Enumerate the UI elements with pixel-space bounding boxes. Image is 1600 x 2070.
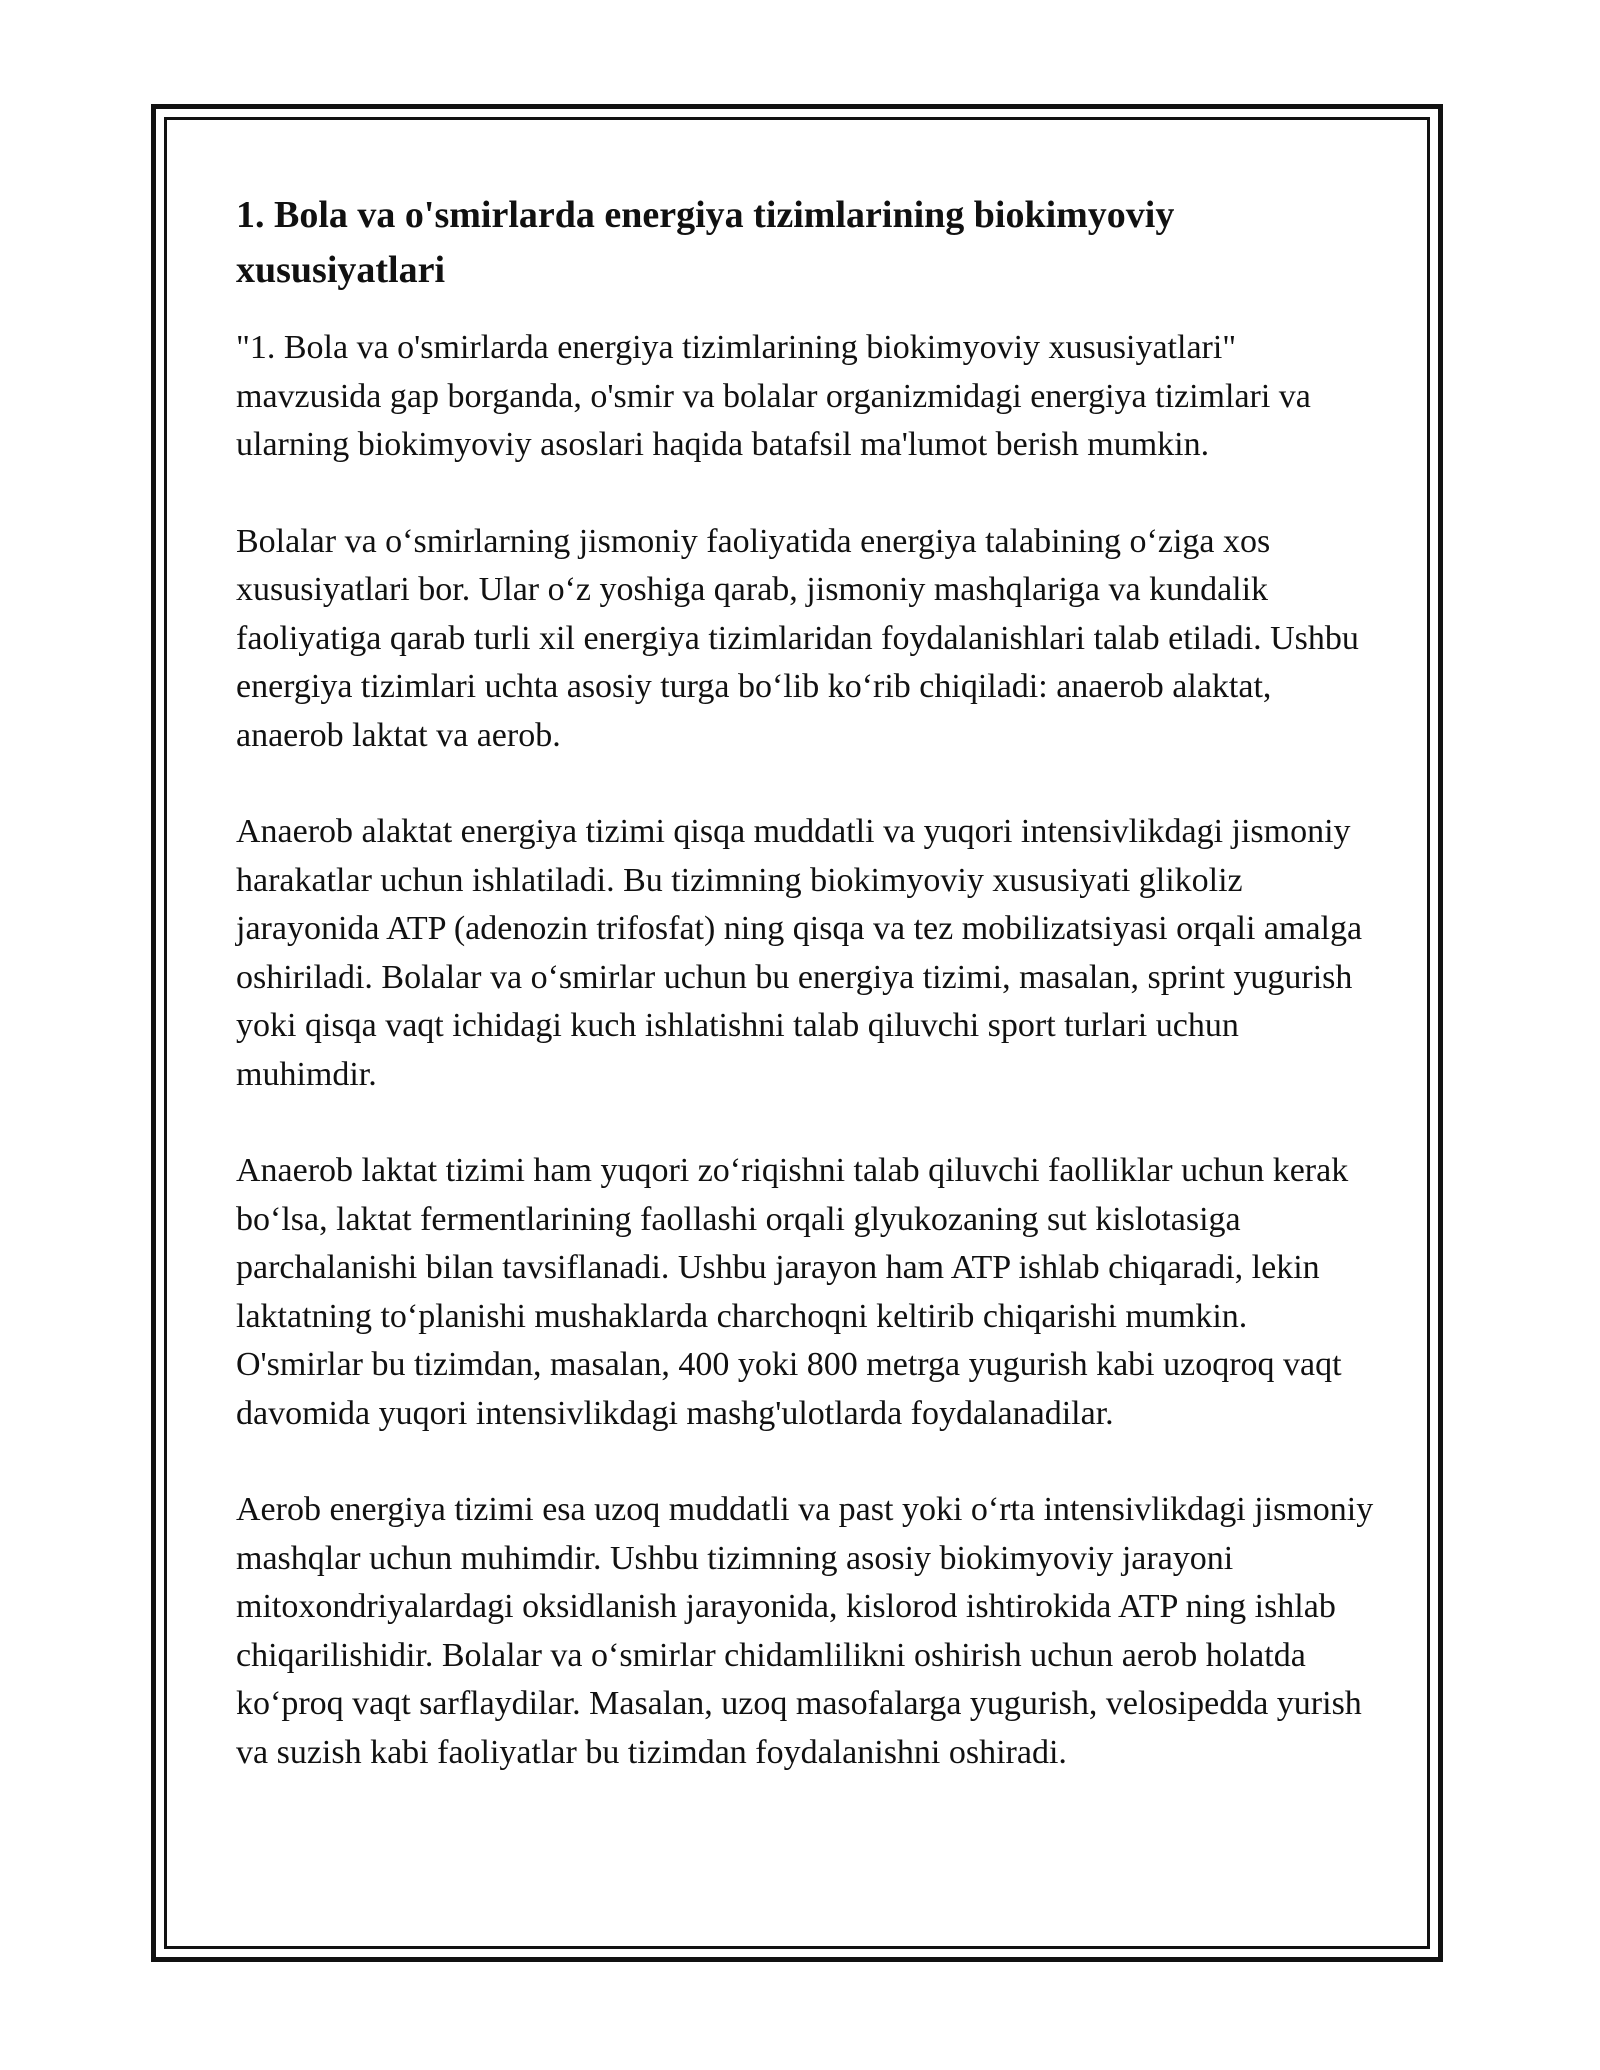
document-title: 1. Bola va o'smirlarda energiya tizimlarining biokimyoviy xususiyatlari bbox=[236, 194, 1175, 291]
paragraph-anaerobic-alactic: Anaerob alaktat energiya tizimi qisqa muddatli va yuqori intensivlikdagi jismoniy harakatlar uchun ishlatiladi. Bu tizimning biokimyoviy xususiyati glikoliz jarayonida ATP (adenozin trifosfat) ning qisqa va tez mobilizatsiyasi orqali amalga oshiriladi. Bolalar va o‘smirlar uchun bu energiya tizimi, masalan, sprint yugurish yoki qisqa vaqt ichidagi kuch ishlatishni talab qiluvchi sport turlari uchun muhimdir. bbox=[236, 813, 1363, 1093]
paragraph-anaerobic-lactic: Anaerob laktat tizimi ham yuqori zo‘riqishni talab qiluvchi faolliklar uchun kerak bo‘lsa, laktat fermentlarining faollashi orqali glyukozaning sut kislotasiga parchalanishi bilan tavsiflanadi. Ushbu jarayon ham ATP ishlab chiqaradi, lekin laktatning to‘planishi mushaklarda charchoqni keltirib chiqarishi mumkin. O'smirlar bu tizimdan, masalan, 400 yoki 800 metrga yugurish kabi uzoqroq vaqt davomida yuqori intensivlikdagi mashg'ulotlarda foydalanadilar. bbox=[236, 1152, 1349, 1432]
paragraph-intro: "1. Bola va o'smirlarda energiya tizimlarining biokimyoviy xususiyatlari" mavzusida gap borganda, o'smir va bolalar organizmidagi energiya tizimlari va ularning biokimyoviy asoslari haqida batafsil ma'lumot berish mumkin. bbox=[236, 329, 1311, 463]
paragraph-aerobic: Aerob energiya tizimi esa uzoq muddatli va past yoki o‘rta intensivlikdagi jismoniy mashqlar uchun muhimdir. Ushbu tizimning asosiy biokimyoviy jarayoni mitoxondriyalardagi oksidlanish jarayonida, kislorod ishtirokida ATP ning ishlab chiqarilishidir. Bolalar va o‘smirlar chidamlilikni oshirish uchun aerob holatda ko‘proq vaqt sarflaydilar. Masalan, uzoq masofalarga yugurish, velosipedda yurish va suzish kabi faoliyatlar bu tizimdan foydalanishni oshiradi. bbox=[236, 1491, 1374, 1771]
paragraph-energy-needs: Bolalar va o‘smirlarning jismoniy faoliyatida energiya talabining o‘ziga xos xususiyatlari bor. Ular o‘z yoshiga qarab, jismoniy mashqlariga va kundalik faoliyatiga qarab turli xil energiya tizimlaridan foydalanishlari talab etiladi. Ushbu energiya tizimlari uchta asosiy turga bo‘lib ko‘rib chiqiladi: anaerob alaktat, anaerob laktat va aerob. bbox=[236, 522, 1359, 754]
document-body bbox=[236, 188, 1376, 1825]
